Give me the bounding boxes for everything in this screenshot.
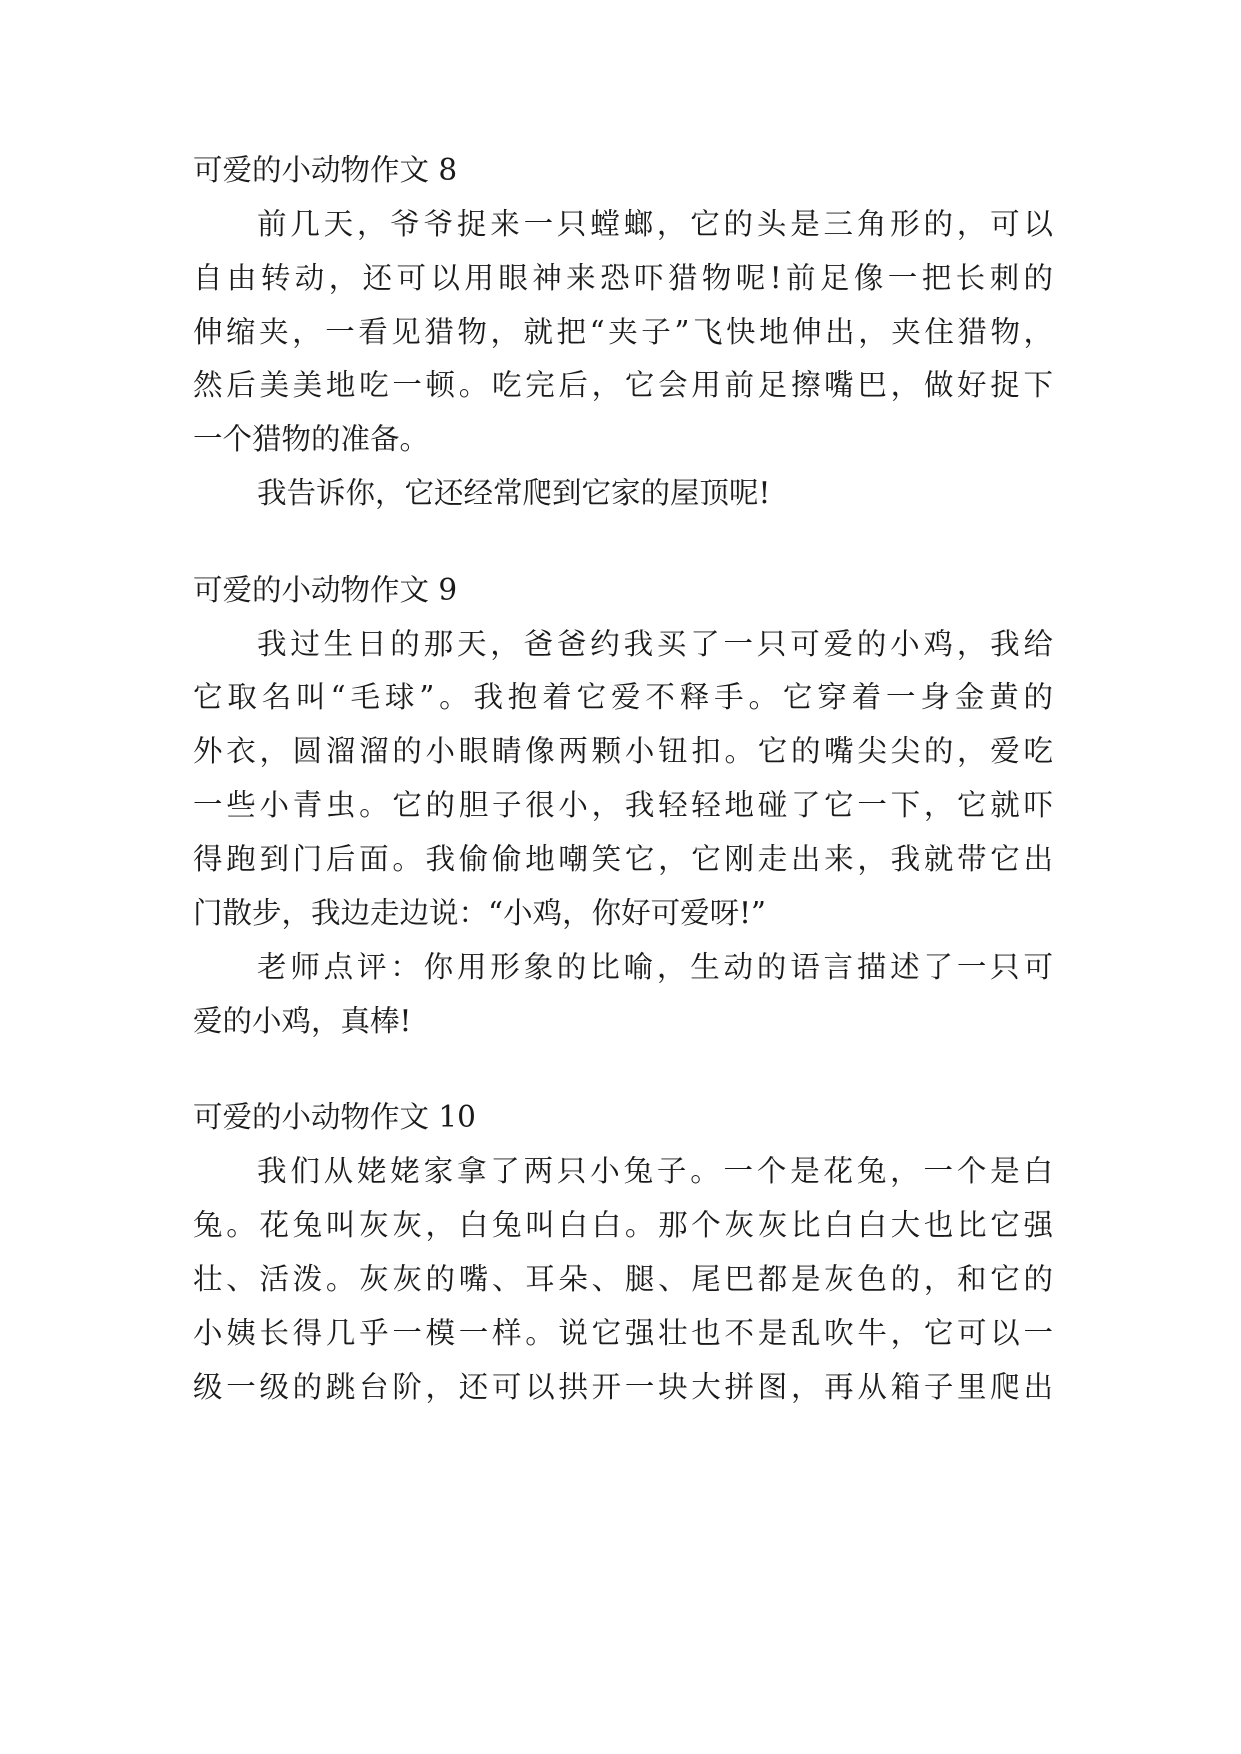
paragraph-line: 伸缩夹，一看见猎物，就把“夹子”飞快地伸出，夹住猎物， <box>193 315 1053 349</box>
paragraph-line: 它取名叫“毛球”。我抱着它爱不释手。它穿着一身金黄的 <box>193 680 1053 714</box>
paragraph-line: 得跑到门后面。我偷偷地嘲笑它，它刚走出来，我就带它出 <box>193 842 1053 876</box>
paragraph-line: 我告诉你，它还经常爬到它家的屋顶呢! <box>257 476 771 510</box>
paragraph-line: 一个猎物的准备。 <box>193 422 430 456</box>
paragraph-line: 老师点评：你用形象的比喻，生动的语言描述了一只可 <box>257 950 1053 984</box>
paragraph-line: 然后美美地吃一顿。吃完后，它会用前足擦嘴巴，做好捉下 <box>193 368 1053 402</box>
essay-title: 可爱的小动物作文 8 <box>193 153 458 187</box>
paragraph-line: 门散步，我边走边说：“小鸡，你好可爱呀!” <box>193 896 767 930</box>
paragraph-line: 级一级的跳台阶，还可以拱开一块大拼图，再从箱子里爬出 <box>193 1370 1053 1404</box>
paragraph-line: 我们从姥姥家拿了两只小兔子。一个是花兔，一个是白 <box>257 1154 1053 1188</box>
paragraph-line: 外衣，圆溜溜的小眼睛像两颗小钮扣。它的嘴尖尖的，爱吃 <box>193 734 1053 768</box>
paragraph-line: 前几天，爷爷捉来一只螳螂，它的头是三角形的，可以 <box>257 207 1053 241</box>
essay-title: 可爱的小动物作文 10 <box>193 1100 476 1134</box>
paragraph-line: 自由转动，还可以用眼神来恐吓猎物呢!前足像一把长刺的 <box>193 261 1053 295</box>
paragraph-line: 爱的小鸡，真棒! <box>193 1004 412 1038</box>
paragraph-line: 壮、活泼。灰灰的嘴、耳朵、腿、尾巴都是灰色的，和它的 <box>193 1262 1053 1296</box>
paragraph-line: 小姨长得几乎一模一样。说它强壮也不是乱吹牛，它可以一 <box>193 1316 1053 1350</box>
paragraph-line: 兔。花兔叫灰灰，白兔叫白白。那个灰灰比白白大也比它强 <box>193 1208 1053 1242</box>
paragraph-line: 一些小青虫。它的胆子很小，我轻轻地碰了它一下，它就吓 <box>193 788 1053 822</box>
paragraph-line: 我过生日的那天，爸爸约我买了一只可爱的小鸡，我给 <box>257 627 1053 661</box>
essay-title: 可爱的小动物作文 9 <box>193 573 458 607</box>
